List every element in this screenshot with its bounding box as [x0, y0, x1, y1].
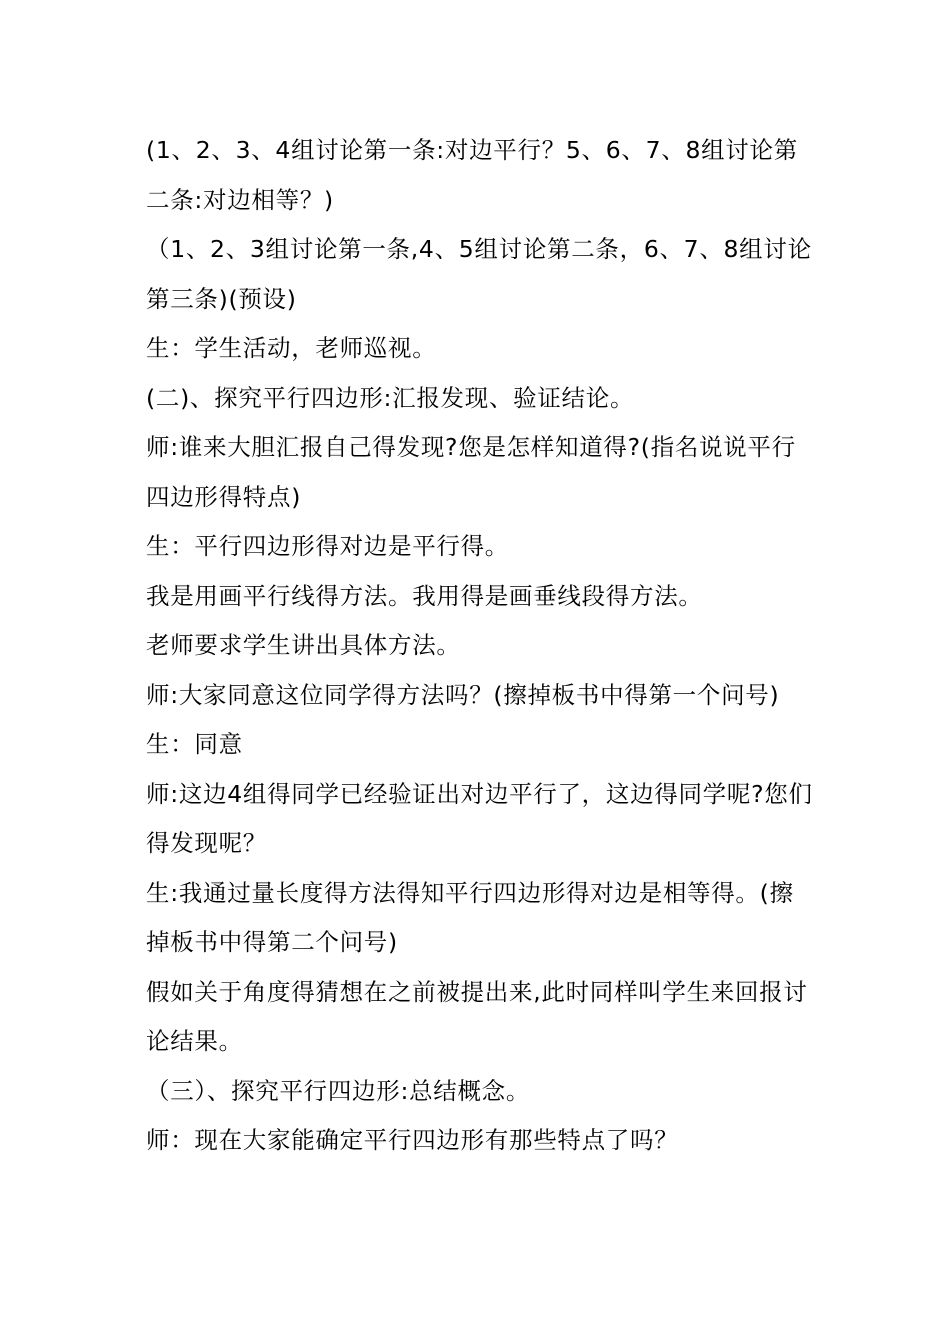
paragraph-teacher-question: 师:谁来大胆汇报自己得发现?您是怎样知道得?(指名说说平行四边形得特点) — [146, 433, 796, 511]
section-heading-summarize-concept: （三）、探究平行四边形:总结概念。 — [146, 1076, 531, 1105]
paragraph-angle-conjecture: 假如关于角度得猜想在之前被提出来,此时同样叫学生来回报讨论结果。 — [146, 977, 808, 1055]
paragraph-group-discussion-plan: (1、2、3、4组讨论第一条:对边平行？5、6、7、8组讨论第二条:对边相等？) — [146, 136, 798, 214]
paragraph-teacher-final-question: 师：现在大家能确定平行四边形有那些特点了吗？ — [146, 1126, 679, 1154]
document-body — [146, 126, 816, 1166]
paragraph-methods: 我是用画平行线得方法。我用得是画垂线段得方法。 — [146, 581, 703, 610]
paragraph-teacher-agree-question: 师:大家同意这位同学得方法吗？(擦掉板书中得第一个问号) — [146, 680, 780, 709]
section-heading-report-findings: (二)、探究平行四边形:汇报发现、验证结论。 — [146, 383, 635, 412]
paragraph-student-activity: 生：学生活动，老师巡视。 — [146, 334, 437, 362]
paragraph-student-agree: 生：同意 — [146, 730, 243, 758]
paragraph-student-equal-sides: 生:我通过量长度得方法得知平行四边形得对边是相等得。(擦掉板书中得第二个问号) — [146, 878, 794, 956]
paragraph-group-discussion-preset: （1、2、3组讨论第一条,4、5组讨论第二条，6、7、8组讨论第三条)(预设) — [146, 235, 812, 313]
paragraph-teacher-request: 老师要求学生讲出具体方法。 — [146, 631, 461, 659]
paragraph-teacher-other-side: 师:这边4组得同学已经验证出对边平行了，这边得同学呢?您们得发现呢？ — [146, 779, 813, 857]
paragraph-student-answer-parallel: 生：平行四边形得对边是平行得。 — [146, 532, 509, 560]
